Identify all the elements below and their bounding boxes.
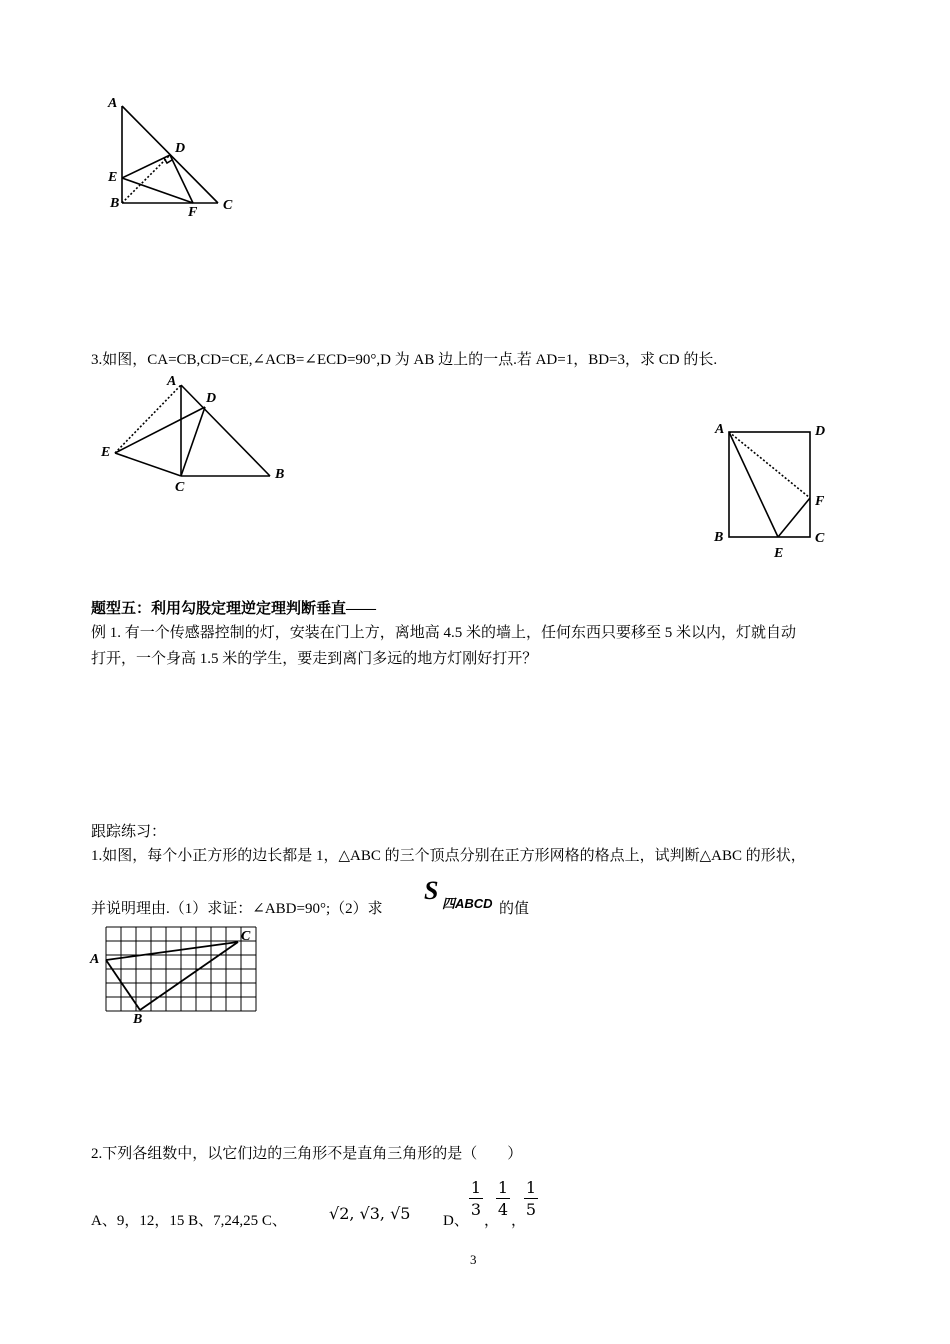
fraction-one-fifth [524, 1178, 538, 1219]
q3-label-b: B [275, 467, 285, 482]
practice-q1-line-1: 1.如图，每个小正方形的边长都是 1，△ABC 的三个顶点分别在正方形网格的格点上，试判断△ABC 的形状， [91, 848, 806, 864]
fraction-2-numerator: 1 [497, 1178, 509, 1197]
q1-line-2-prefix: 并说明理由.（1）求证：∠ABD=90°;（2）求 [91, 901, 383, 917]
example-1-line-2: 打开，一个身高 1.5 米的学生，要走到离门多远的地方灯刚好打开？ [91, 651, 538, 667]
fraction-1-numerator: 1 [470, 1178, 482, 1197]
practice-q2-options: A、9，12，15 B、7,24,25 C、 [91, 1213, 287, 1229]
q3-label-d: D [206, 391, 217, 406]
fraction-one-third [469, 1178, 483, 1219]
page-number: 3 [470, 1252, 477, 1267]
practice-q2-text: 2.下列各组数中，以它们边的三角形不是直角三角形的是（ ） [91, 1146, 523, 1162]
fig1-label-c: C [223, 198, 233, 213]
fraction-3-denominator: 5 [525, 1200, 537, 1219]
area-subscript: 四ABCD [442, 896, 493, 911]
square-label-f: F [815, 494, 825, 509]
grid-label-c: C [241, 929, 251, 944]
example-1-line-1: 例 1. 有一个传感器控制的灯，安装在门上方，离地高 4.5 米的墙上，任何东西只要移至 5 米以内，灯就自动 [91, 625, 797, 641]
fig1-label-e: E [108, 170, 118, 185]
fig1-label-b: B [110, 196, 120, 211]
section-5-heading: 题型五：利用勾股定理逆定理判断垂直—— [91, 601, 377, 617]
fraction-3-numerator: 1 [525, 1178, 537, 1197]
square-label-b: B [714, 530, 724, 545]
fig1-label-d: D [175, 141, 186, 156]
fraction-2-denominator: 4 [497, 1200, 509, 1219]
q3-label-a: A [167, 374, 177, 389]
square-label-d: D [815, 424, 826, 439]
fraction-one-quarter [496, 1178, 510, 1219]
q1-line-2-suffix: 的值 [499, 901, 530, 917]
comma-1: ， [484, 1213, 500, 1229]
fig1-label-a: A [108, 96, 118, 111]
question-3-text: 3.如图，CA=CB,CD=CE,∠ACB=∠ECD=90°,D 为 AB 边上的一点.若 AD=1，BD=3，求 CD 的长. [91, 352, 718, 368]
square-label-a: A [715, 422, 725, 437]
fraction-1-denominator: 3 [470, 1200, 482, 1219]
fig1-label-f: F [188, 205, 198, 220]
option-d-label: D、 [443, 1213, 469, 1229]
comma-2: ， [511, 1213, 527, 1229]
square-label-e: E [774, 546, 784, 561]
grid-label-a: A [90, 952, 100, 967]
square-label-c: C [815, 531, 825, 546]
q3-label-c: C [175, 480, 185, 495]
option-c-radicals: √2, √3, √5 [329, 1204, 411, 1223]
area-symbol: S [424, 876, 439, 905]
q3-label-e: E [101, 445, 111, 460]
practice-heading: 跟踪练习： [91, 824, 167, 840]
grid-label-b: B [133, 1012, 143, 1027]
